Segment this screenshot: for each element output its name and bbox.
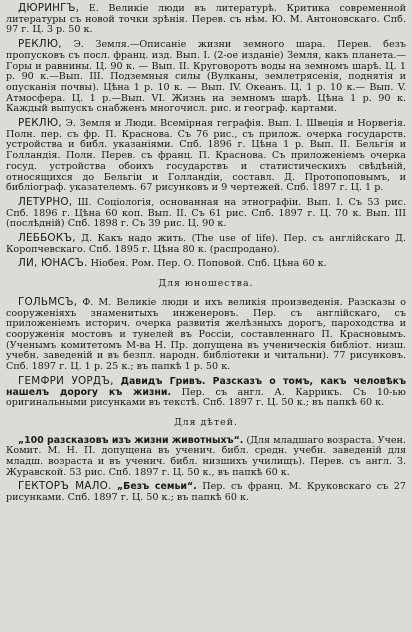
entry-text: (Для младшаго возраста. Учен. Комит. М. Н. П. допущена въ ученич. библ. средн. учебн. заведеній для младш. возраста и въ ученич. библ. низшихъ училищъ). Перев. съ англ. З. Журавской. 53 рис. Спб. 1897 г. Ц. 50 к., въ папкѣ 60 к.	[6, 434, 406, 478]
entry-author: РЕКЛЮ,	[18, 117, 62, 130]
entry-author: РЕКЛЮ,	[18, 38, 62, 51]
entry-author: ДЮРИНГЪ,	[18, 2, 80, 14]
entry-text: Е. Великіе люди въ литературѣ. Критика современной литературы съ новой точки зрѣнія. Перев. съ нѣм. Ю. М. Антоновскаго. Спб. 97 г. Ц. 3 р. 50 к.	[6, 3, 406, 36]
entry-text: Ш. Соціологія, основанная на этнографіи. Вып. I. Съ 53 рис. Спб. 1896 г. Цѣна 60 коп. Вып. II. Съ 61 рис. Спб. 1897 г. Ц. 70 к. Вып. III (послѣдній) Спб. 1898 г. Съ 39 рис. Ц. 90 к.	[6, 196, 406, 230]
entry-text: Д. Какъ надо жить. (The use of life). Пер. съ англійскаго Д. Коропчевскаго. Спб. 1895 г. Цѣна 80 к. (распродано).	[6, 233, 406, 255]
entry-100-stories	[6, 436, 406, 479]
entry-title: Давидъ Гривъ. Разсказъ о томъ, какъ человѣкъ нашелъ дорогу къ жизни.	[6, 375, 406, 398]
entry-author: ЛИ, ЮНАСЪ.	[18, 257, 88, 270]
entry-reclus-earth	[6, 39, 406, 115]
entry-hector-malot	[6, 481, 406, 503]
entry-text: Э. Земля и Люди. Всемірная геграфія. Вып. I. Швеція и Норвегія. Полн. пер. съ фр. П. Краснова. Съ 76 рис., съ прилож. очерка государств. устройства и библ. указаніями. Спб. 1896 г. Цѣна 1 р. Вып. II. Бельгія и Голландія. Полн. Перев. съ франц. П. Краснова. Съ приложеніемъ очерка госуд. устройства обоихъ государствъ и статистическихъ свѣдѣній, относящихся до Бельгіи и Голландіи, составл. Д. Протопоповымъ, и библіограф. указателемъ. 67 рисунковъ и 9 чертежей. Спб. 1897 г. Ц. 1 р.	[6, 118, 406, 194]
entry-letourneau	[6, 197, 406, 230]
entry-lie	[6, 258, 406, 270]
entry-lubbock	[6, 233, 406, 255]
section-heading-children: Для дѣтей.	[174, 416, 238, 428]
entry-author: ГОЛЬМСЪ,	[18, 295, 78, 308]
entry-text: Ф. М. Великіе люди и ихъ великія произведенія. Разсказы о сооруженіяхъ знаменитыхъ инженеровъ. Пер. съ англійскаго, съ приложеніемъ историч. очерка развитія желѣзныхъ дорогъ, пароходства и сооруженія мостовъ и тунелей въ Россіи, составленнаго П. Красновымъ. (Ученымъ комитетомъ М-ва Н. Пр. допущена въ ученическія библіот. низш. учебн. заведеній и въ безпл. народн. библіотеки и читальни). 77 рисунковъ. Спб. 1897 г. Ц. 1 р. 25 к.; въ папкѣ 1 р. 50 к.	[6, 296, 406, 373]
entry-text: Ніобея. Ром. Пер. О. Поповой. Спб. Цѣна 60 к.	[90, 258, 327, 270]
entry-text: Пер. съ англ. А. Каррикъ. Съ 10-ью оригинальными рисунками въ текстѣ. Спб. 1897 г. Ц. 50 к.; въ папкѣ 60 к.	[6, 386, 406, 409]
entry-title: „100 разсказовъ изъ жизни животныхъ“.	[18, 434, 244, 446]
entry-humphry-ward	[6, 376, 406, 409]
entry-author: ЛЕББОКЪ,	[18, 232, 76, 245]
entry-text: Пер. съ франц. М. Круковскаго съ 27 рисунками. Спб. 1897 г. Ц. 50 к.; въ папкѣ 60 к.	[6, 481, 406, 504]
entry-author: ЛЕТУРНО,	[18, 195, 73, 208]
entry-dyuring	[6, 3, 406, 36]
entry-holmes	[6, 297, 406, 373]
entry-title: „Безъ семьи“.	[117, 481, 197, 493]
entry-author: ГЕКТОРЪ МАЛО.	[18, 480, 112, 493]
entry-reclus-earth-people	[6, 118, 406, 194]
entry-author: ГЕМФРИ УОРДЪ,	[18, 374, 114, 387]
entry-text: Э. Земля.—Описаніе жизни земного шара. Перев. безъ пропусковъ съ посл. франц. изд. Вып. I. (2-ое изданіе) Земля, какъ планета.—Горы и равнины. Ц. 90 к. — Вып. II. Круговоротъ воды на земномъ шарѣ. Ц. 1 р. 90 к.—Вып. III. Подземныя силы (Вулканы, землетрясенія, поднятія и опусканія почвы). Цѣна 1 р. 10 к. — Вып. IV. Океанъ. Ц. 1 р. 10 к.— Вып. V. Атмосфера. Ц. 1 р.—Вып. VI. Жизнь на земномъ шарѣ. Цѣна 1 р. 90 к. Каждый выпускъ снабженъ многочисл. рис. и географ. картами.	[6, 39, 406, 115]
section-heading-youth: Для юношества.	[158, 278, 254, 290]
